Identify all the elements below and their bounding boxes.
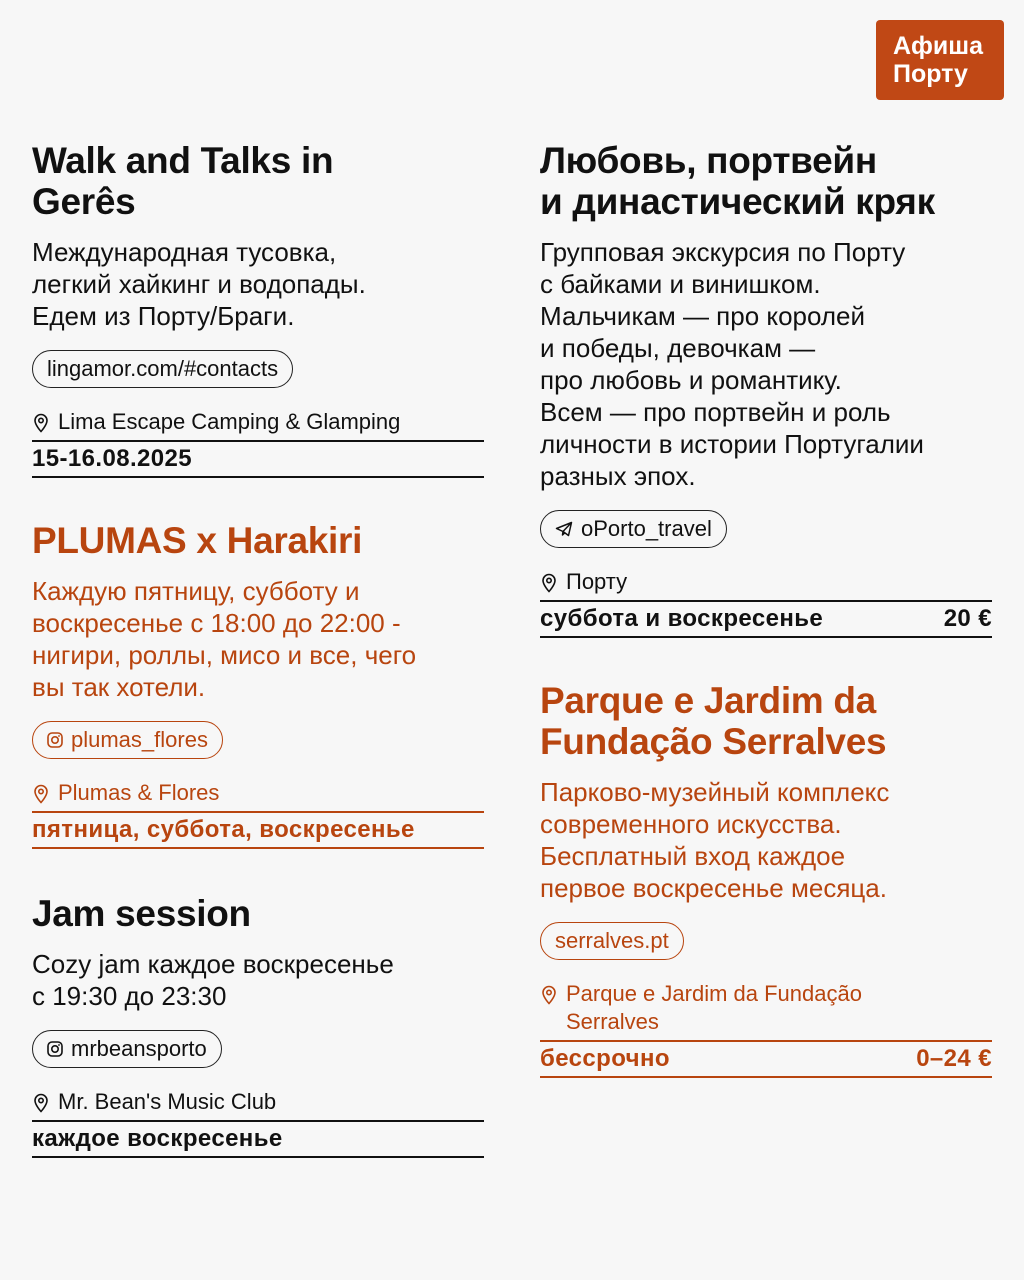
event-description: Парково-музейный комплекс современного искусства. Бесплатный вход каждое первое воскресенье месяца. xyxy=(540,777,890,903)
event-schedule: каждое воскресенье xyxy=(32,1125,283,1152)
event-location xyxy=(32,408,484,440)
event-schedule-bar xyxy=(32,811,484,849)
instagram-icon xyxy=(47,1041,63,1057)
event-link-text: serralves.pt xyxy=(555,928,669,953)
event-card-walk-and-talks xyxy=(32,140,484,478)
event-title: Jam session xyxy=(32,893,251,934)
event-card-love-port-wine xyxy=(540,140,992,638)
afisha-porto-badge xyxy=(876,20,1004,100)
event-schedule: 15-16.08.2025 xyxy=(32,445,193,472)
event-card-plumas-harakiri xyxy=(32,520,484,849)
event-location-text: Порту xyxy=(566,569,628,594)
event-location-text: Parque e Jardim da Fundação Serralves xyxy=(566,981,862,1034)
event-location-text: Mr. Bean's Music Club xyxy=(58,1089,277,1114)
event-link-text: plumas_flores xyxy=(71,727,208,752)
event-card-serralves xyxy=(540,680,992,1078)
event-location-text: Plumas & Flores xyxy=(58,780,220,805)
event-location xyxy=(540,568,992,600)
event-location xyxy=(32,1088,484,1120)
telegram-icon xyxy=(555,521,573,537)
badge-line-1: Афиша xyxy=(893,32,984,60)
event-location xyxy=(540,980,992,1040)
event-schedule-bar xyxy=(32,440,484,478)
location-pin-icon xyxy=(32,784,50,804)
event-title: Parque e Jardim da Fundação Serralves xyxy=(540,680,887,762)
event-title: Walk and Talks in Gerês xyxy=(32,140,334,222)
location-pin-icon xyxy=(540,985,558,1005)
event-schedule: бессрочно xyxy=(540,1045,670,1072)
event-schedule-bar xyxy=(540,600,992,638)
event-schedule-bar xyxy=(540,1040,992,1078)
event-card-jam-session xyxy=(32,893,484,1158)
event-title: PLUMAS x Harakiri xyxy=(32,520,363,561)
event-schedule: суббота и воскресенье xyxy=(540,605,824,632)
badge-line-2: Порту xyxy=(893,60,968,88)
event-link-chip[interactable] xyxy=(32,721,223,759)
event-location-text: Lima Escape Camping & Glamping xyxy=(58,409,401,434)
event-link-text: lingamor.com/#contacts xyxy=(47,356,279,381)
event-link-text: oPorto_travel xyxy=(581,516,712,541)
location-pin-icon xyxy=(540,573,558,593)
event-price: 20 € xyxy=(943,605,992,632)
event-link-text: mrbeansporto xyxy=(71,1036,207,1061)
event-schedule: пятница, суббота, воскресенье xyxy=(32,816,415,843)
event-link-chip[interactable] xyxy=(540,922,684,960)
instagram-icon xyxy=(47,732,63,748)
event-link-chip[interactable] xyxy=(32,350,293,388)
event-description: Международная тусовка, легкий хайкинг и водопады. Едем из Порту/Браги. xyxy=(32,237,366,331)
event-title: Любовь, портвейн и династический кряк xyxy=(540,140,935,222)
event-link-chip[interactable] xyxy=(540,510,727,548)
event-price: 0–24 € xyxy=(916,1045,992,1072)
event-link-chip[interactable] xyxy=(32,1030,222,1068)
event-location xyxy=(32,779,484,811)
event-description: Каждую пятницу, субботу и воскресенье с 18:00 до 22:00 - нигири, роллы, мисо и все, чего вы так хотели. xyxy=(32,576,417,702)
event-schedule-bar xyxy=(32,1120,484,1158)
event-description: Cozy jam каждое воскресенье с 19:30 до 23:30 xyxy=(32,949,394,1011)
event-description: Групповая экскурсия по Порту с байками и винишком. Мальчикам — про королей и победы, девочкам — про любовь и романтику. Всем — про портвейн и роль личности в истории Португалии разных эпох. xyxy=(540,237,924,491)
location-pin-icon xyxy=(32,1093,50,1113)
location-pin-icon xyxy=(32,413,50,433)
